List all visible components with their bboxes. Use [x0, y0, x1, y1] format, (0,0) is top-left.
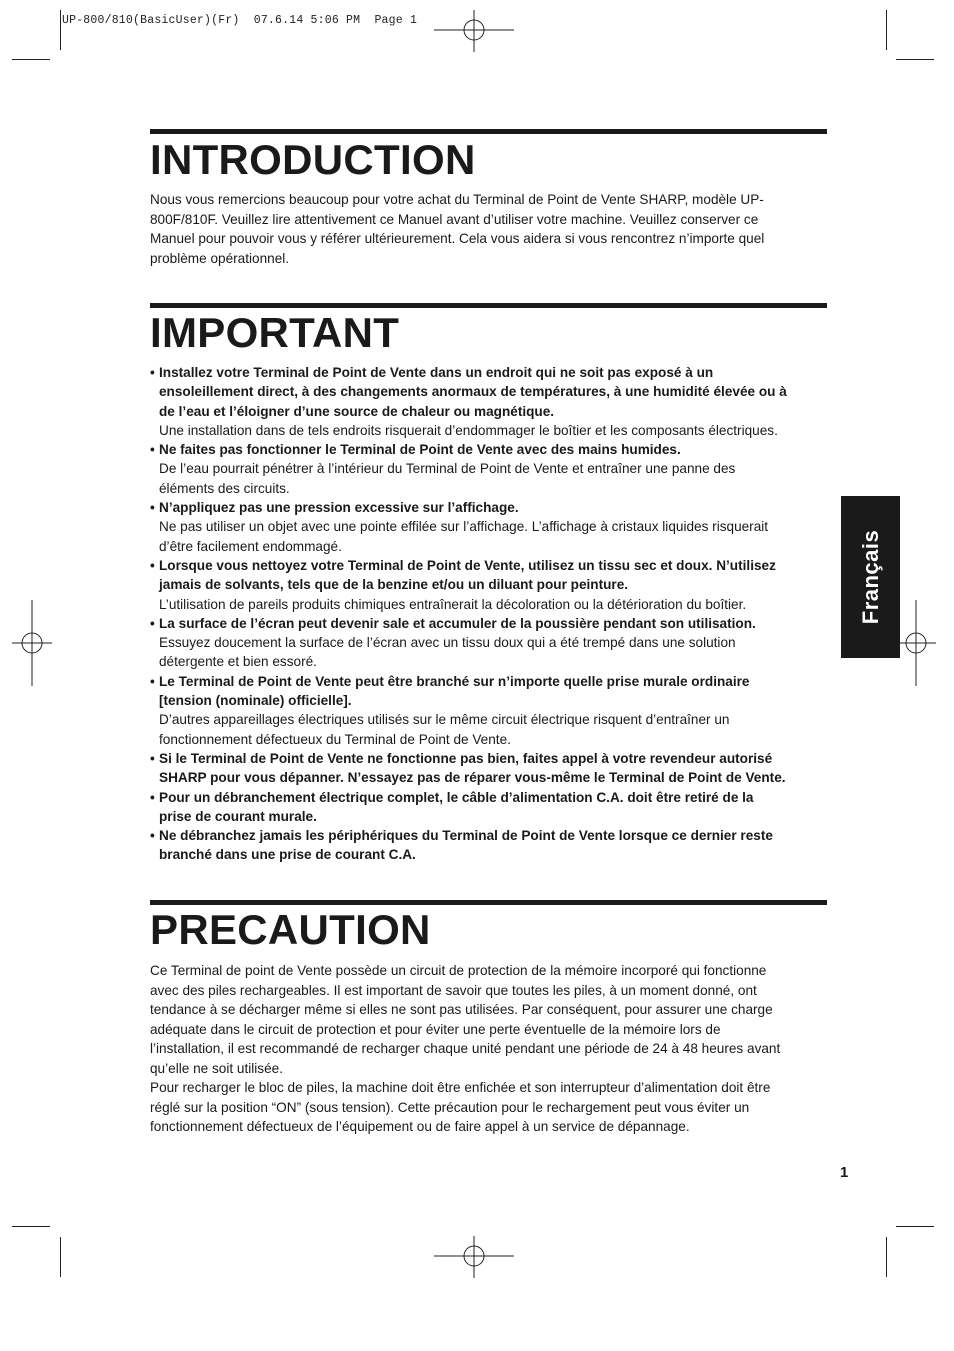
text-line: réglé sur la position “ON” (sous tension). Cette précaution pour le rechargement peut vous éviter un [150, 1099, 750, 1115]
bold-line: Ne débranchez jamais les périphériques du Terminal de Point de Vente lorsque ce dernier reste [159, 828, 773, 844]
crop-mark-bottom-right-vertical [886, 1237, 887, 1277]
bold-line: La surface de l’écran peut devenir sale et accumuler de la poussière pendant son utilisation. [159, 615, 756, 631]
precaution-heading: PRECAUTION [150, 906, 431, 953]
text-line: adéquate dans le circuit de protection et pour éviter une perte éventuelle de la mémoire lors de [150, 1021, 721, 1037]
bullet-icon: • [150, 789, 155, 805]
important-heading: IMPORTANT [150, 309, 400, 356]
bold-line: Si le Terminal de Point de Vente ne fonctionne pas bien, faites appel à votre revendeur autorisé [159, 750, 773, 766]
text-line: Manuel pour pouvoir vous y référer ultérieurement. Cela vous aidera si vous rencontrez n’importe quel [150, 231, 765, 246]
normal-line: détergente et bien essoré. [159, 654, 317, 670]
normal-line: Une installation dans de tels endroits risquerait d’endommager le boîtier et les composants électriques. [159, 422, 778, 438]
text-line: tendance à se décharger même si elles ne sont pas utilisées. Par conséquent, pour assurer une charge [150, 1002, 773, 1017]
registration-mark-bottom-icon [434, 1236, 514, 1278]
list-item [150, 440, 840, 498]
page-number: 1 [840, 1164, 849, 1181]
normal-line: L’utilisation de pareils produits chimiques entraînerait la décoloration ou la détérioration du boîtier. [159, 596, 747, 612]
introduction-paragraph [150, 190, 822, 268]
crop-mark-top-right-vertical [886, 10, 887, 50]
language-side-tab [841, 496, 900, 658]
important-list [150, 363, 840, 865]
normal-line: D’autres appareillages électriques utilisés sur le même circuit électrique risquent d’entraîner un [159, 712, 730, 728]
text-line: 800F/810F. Veuillez lire attentivement ce Manuel avant d’utiliser votre machine. Veuillez conserver ce [150, 211, 759, 227]
crop-mark-bottom-right-horizontal [896, 1226, 934, 1227]
precaution-rule [150, 900, 827, 905]
bullet-icon: • [150, 500, 155, 516]
list-item [150, 749, 840, 788]
bullet-icon: • [150, 557, 155, 573]
bold-line: Pour un débranchement électrique complet, le câble d’alimentation C.A. doit être retiré de la [159, 789, 754, 805]
text-line: qu’elle ne soit utilisée. [150, 1060, 283, 1076]
bold-line: branché dans une prise de courant C.A. [159, 847, 416, 863]
bullet-icon: • [150, 615, 155, 631]
text-line: l’installation, il est recommandé de recharger chaque unité pendant une période de 24 à 48 heures avant [150, 1041, 781, 1056]
list-item [150, 614, 840, 672]
bullet-icon: • [150, 442, 155, 458]
crop-mark-bottom-left-vertical [60, 1237, 61, 1277]
list-item [150, 826, 840, 865]
introduction-heading: INTRODUCTION [150, 136, 476, 183]
normal-line: éléments des circuits. [159, 480, 290, 496]
bold-line: prise de courant murale. [159, 808, 317, 824]
normal-line: fonctionnement défectueux du Terminal de Point de Vente. [159, 731, 511, 747]
bold-line: [tension (nominale) officielle]. [159, 693, 352, 709]
bold-line: Ne faites pas fonctionner le Terminal de Point de Vente avec des mains humides. [159, 442, 681, 458]
bold-line: SHARP pour vous dépanner. N’essayez pas de réparer vous-même le Terminal de Point de Vente. [159, 770, 786, 786]
bullet-icon: • [150, 750, 155, 766]
language-label: Français [857, 529, 883, 625]
text-line: avec des piles rechargeables. Il est important de savoir que toutes les piles, à un moment donné, ont [150, 982, 757, 998]
bold-line: ensoleillement direct, à des changements anormaux de températures, à une humidité élevée ou à [159, 384, 787, 400]
crop-mark-bottom-left-horizontal [12, 1226, 50, 1227]
bullet-icon: • [150, 828, 155, 844]
print-slug: UP-800/810(BasicUser)(Fr) 07.6.14 5:06 PM Page 1 [62, 14, 418, 27]
normal-line: De l’eau pourrait pénétrer à l’intérieur du Terminal de Point de Vente et entraîner une panne des [159, 461, 736, 477]
bullet-icon: • [150, 673, 155, 689]
text-line: Ce Terminal de point de Vente possède un circuit de protection de la mémoire incorporé qui fonctionne [150, 963, 767, 978]
registration-mark-top-icon [434, 10, 514, 52]
list-item [150, 556, 840, 614]
bullet-icon: • [150, 365, 155, 380]
crop-mark-top-left-vertical [60, 10, 61, 50]
list-item [150, 363, 840, 440]
normal-line: Essuyez doucement la surface de l’écran avec un tissu doux qui a été trempé dans une solution [159, 635, 736, 651]
normal-line: Ne pas utiliser un objet avec une pointe effilée sur l’affichage. L’affichage à cristaux liquides risquerait [159, 519, 769, 535]
text-line: Nous vous remercions beaucoup pour votre achat du Terminal de Point de Vente SHARP, modèle UP- [150, 192, 764, 207]
list-item [150, 672, 840, 749]
text-line: Pour recharger le bloc de piles, la machine doit être enfichée et son interrupteur d’alimentation doit être [150, 1080, 771, 1095]
crop-mark-top-left-horizontal [12, 59, 50, 60]
crop-mark-top-right-horizontal [896, 59, 934, 60]
registration-mark-left-icon [12, 600, 52, 686]
text-line: fonctionnement défectueux de l’équipement ou de faire appel à un service de dépannage. [150, 1119, 690, 1134]
precaution-paragraph [150, 961, 822, 1137]
bold-line: Installez votre Terminal de Point de Vente dans un endroit qui ne soit pas exposé à un [159, 365, 714, 380]
introduction-rule [150, 129, 827, 134]
text-line: problème opérationnel. [150, 250, 290, 266]
normal-line: d’être facilement endommagé. [159, 538, 342, 554]
list-item [150, 788, 840, 827]
bold-line: Lorsque vous nettoyez votre Terminal de Point de Vente, utilisez un tissu sec et doux. N’utilisez [159, 557, 776, 573]
registration-mark-right-icon [896, 600, 936, 686]
list-item [150, 498, 840, 556]
bold-line: de l’eau et l’éloigner d’une source de chaleur ou magnétique. [159, 403, 555, 419]
bold-line: Le Terminal de Point de Vente peut être branché sur n’importe quelle prise murale ordinaire [159, 673, 750, 689]
bold-line: jamais de solvants, tels que de la benzine et/ou un diluant pour peinture. [159, 577, 629, 593]
important-rule [150, 303, 827, 308]
bold-line: N’appliquez pas une pression excessive sur l’affichage. [159, 500, 519, 516]
